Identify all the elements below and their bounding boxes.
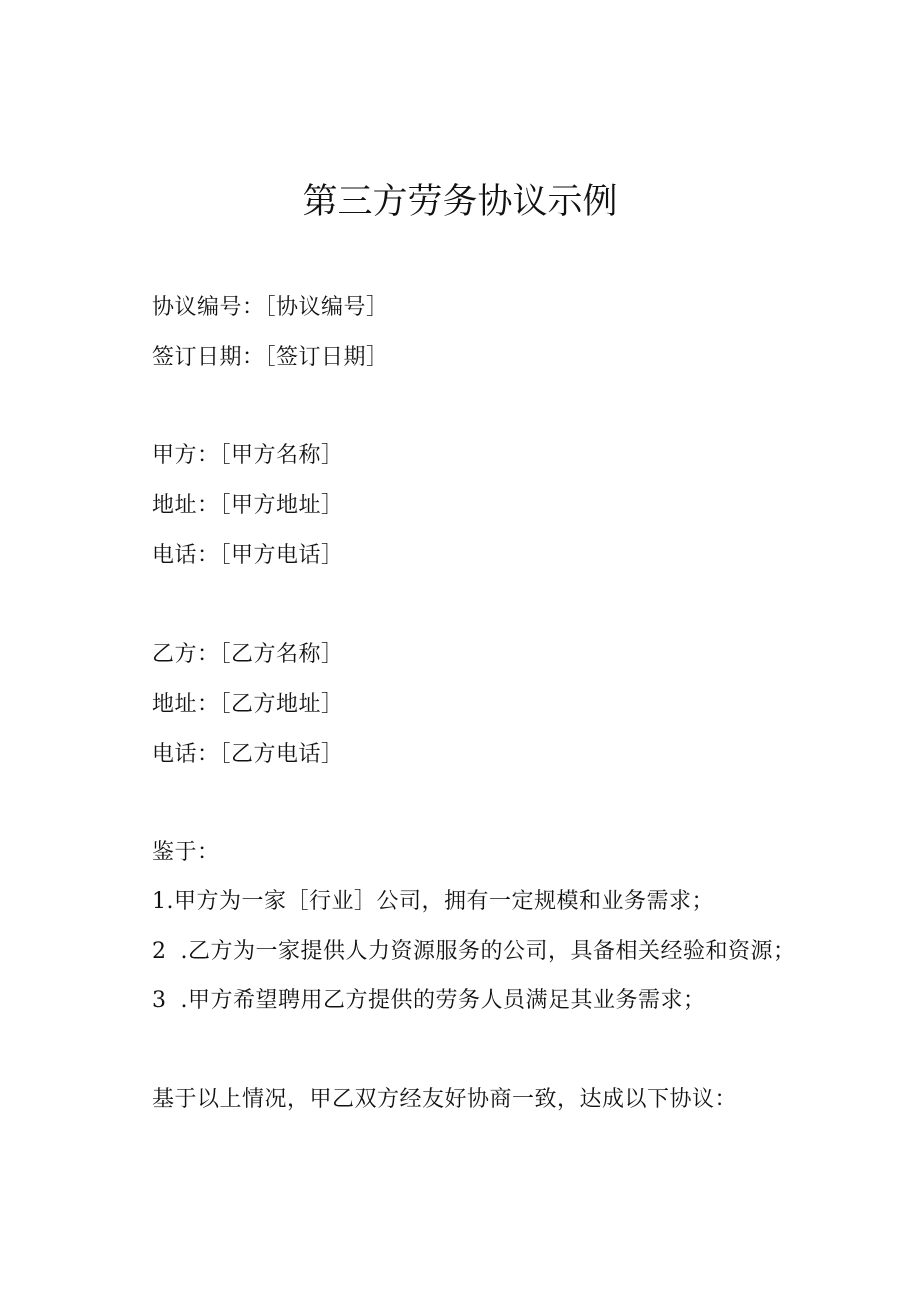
party-b-address-line: 地址：［乙方地址］	[152, 692, 344, 717]
whereas-item-2	[152, 937, 796, 967]
whereas-item-text: 甲方为一家［行业］公司，拥有一定规模和业务需求；	[174, 889, 715, 914]
whereas-item-1	[152, 887, 714, 917]
whereas-item-3	[152, 986, 706, 1016]
sign-date-line: 签订日期：［签订日期］	[152, 345, 389, 370]
party-b-name-line: 乙方：［乙方名称］	[152, 642, 344, 667]
conclusion-line: 基于以上情况，甲乙双方经友好协商一致，达成以下协议：	[152, 1087, 738, 1112]
whereas-item-number: 3	[152, 988, 167, 1013]
party-a-name-line: 甲方：［甲方名称］	[152, 443, 344, 468]
agreement-number-line: 协议编号：［协议编号］	[152, 295, 389, 320]
party-a-address-line: 地址：［甲方地址］	[152, 493, 344, 518]
whereas-heading: 鉴于：	[152, 840, 220, 865]
whereas-item-number: 1.	[152, 889, 174, 914]
whereas-item-text: .甲方希望聘用乙方提供的劳务人员满足其业务需求；	[180, 988, 706, 1013]
whereas-item-number: 2	[152, 939, 167, 964]
document-title: 第三方劳务协议示例	[302, 182, 618, 222]
party-a-phone-line: 电话：［甲方电话］	[152, 543, 344, 568]
party-b-phone-line: 电话：［乙方电话］	[152, 742, 344, 767]
whereas-item-text: .乙方为一家提供人力资源服务的公司，具备相关经验和资源；	[180, 939, 796, 964]
